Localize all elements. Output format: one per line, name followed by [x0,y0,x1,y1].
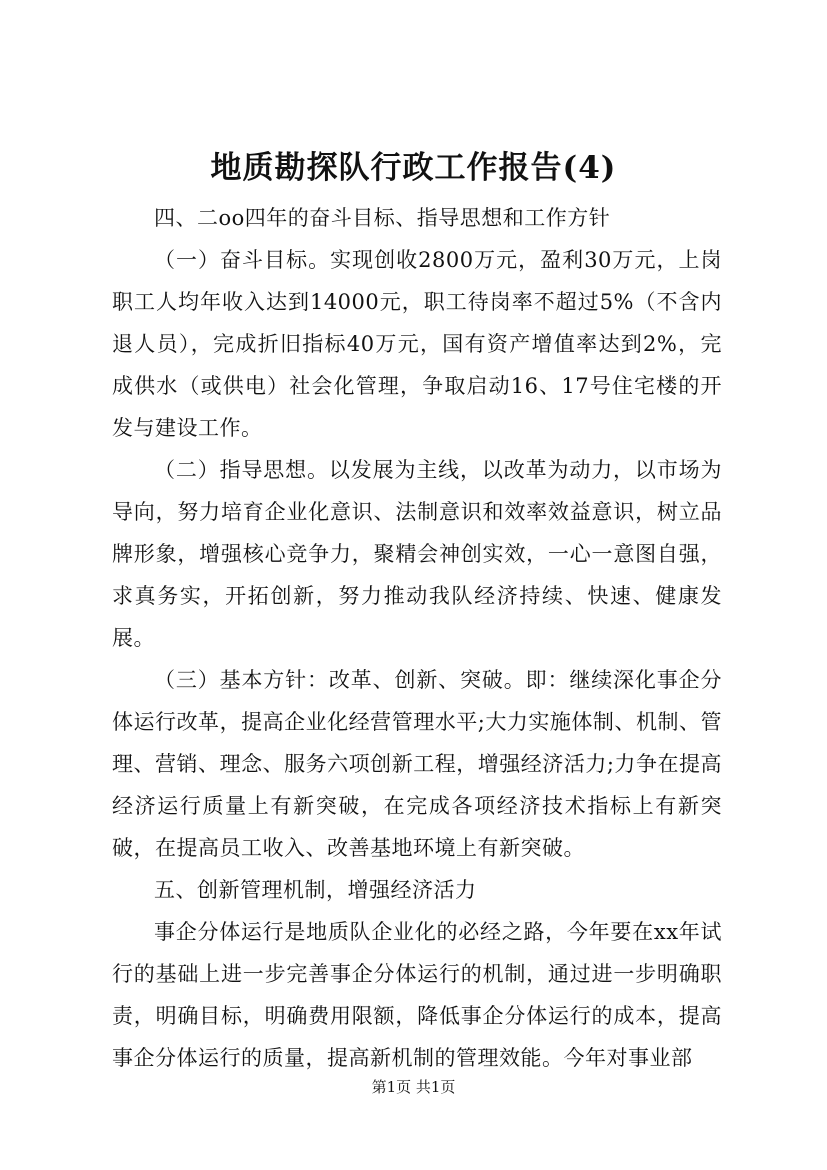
document-title: 地质勘探队行政工作报告(4) [210,150,617,186]
page-footer: 第1页 共1页 [371,1078,456,1096]
paragraph-management-mechanism: 事企分体运行是地质队企业化的必经之路，今年要在xx年试行的基础上进一步完善事企分体运行的机制，通过进一步明确职责，明确目标，明确费用限额，降低事企分体运行的成本，提高事企分体运行的质量，提高新机制的管理效能。今年对事业部 [112,920,722,1070]
section-heading-five: 五、创新管理机制，增强经济活力 [154,878,477,902]
paragraph-basic-policy: （三）基本方针：改革、创新、突破。即：继续深化事企分体运行改革，提高企业化经营管理水平;大力实施体制、机制、管理、营销、理念、服务六项创新工程，增强经济活力;力争在提高经济运行质量上有新突破，在完成各项经济技术指标上有新突破，在提高员工收入、改善基地环境上有新突破。 [112,668,722,860]
document-body [112,197,722,1079]
paragraph-goals: （一）奋斗目标。实现创收2800万元，盈利30万元，上岗职工人均年收入达到14000元，职工待岗率不超过5%（不含内退人员），完成折旧指标40万元，国有资产增值率达到2%，完成供水（或供电）社会化管理，争取启动16、17号住宅楼的开发与建设工作。 [112,248,722,440]
paragraph-guiding-ideology: （二）指导思想。以发展为主线，以改革为动力，以市场为导向，努力培育企业化意识、法制意识和效率效益意识，树立品牌形象，增强核心竞争力，聚精会神创实效，一心一意图自强，求真务实，开拓创新，努力推动我队经济持续、快速、健康发展。 [112,458,722,650]
section-heading-four: 四、二oo四年的奋斗目标、指导思想和工作方针 [154,206,611,230]
